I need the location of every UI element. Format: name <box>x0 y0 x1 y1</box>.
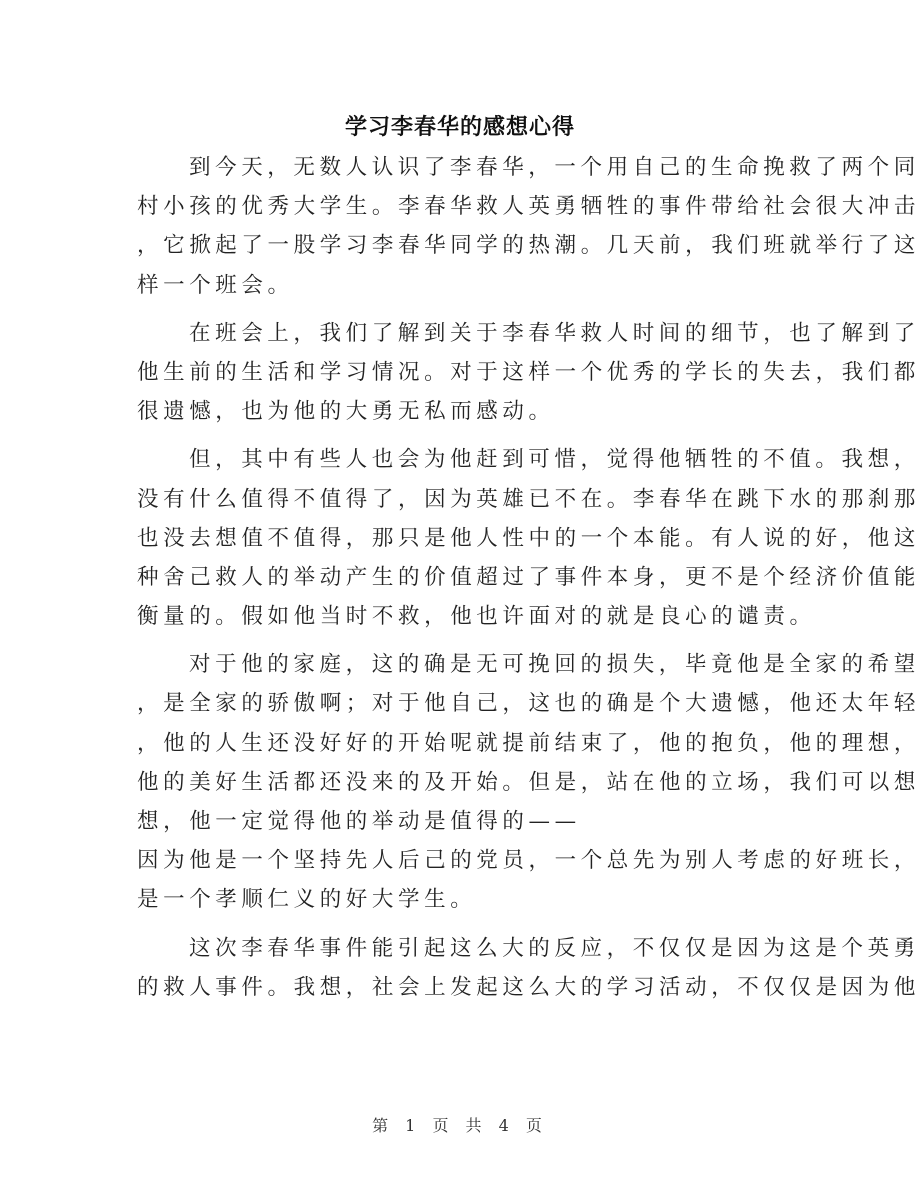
text-line: 但，其中有些人也会为他赶到可惜，觉得他牺牲的不值。我想， <box>189 447 920 473</box>
text-line: 的救人事件。我想，社会上发起这么大的学习活动，不仅仅是因为他 <box>137 974 920 1000</box>
paragraph-gap <box>137 433 777 442</box>
document-title: 学习李春华的感想心得 <box>344 115 575 140</box>
text-line: 因为他是一个坚持先人后己的党员，一个总先为别人考虑的好班长， <box>137 848 920 874</box>
text-line: 他生前的生活和学习情况。对于这样一个优秀的学长的失去，我们都 <box>137 359 920 385</box>
paragraph-5 <box>137 931 920 1009</box>
text-line: 这次李春华事件能引起这么大的反应，不仅仅是因为这是个英勇 <box>189 935 920 961</box>
paragraph-3 <box>137 442 920 638</box>
text-line: 他的美好生活都还没来的及开始。但是，站在他的立场，我们可以想 <box>137 769 920 795</box>
text-line: 村小孩的优秀大学生。李春华救人英勇牺牲的事件带给社会很大冲击 <box>137 194 920 220</box>
text-line: ，他的人生还没好好的开始呢就提前结束了，他的抱负，他的理想， <box>137 730 920 756</box>
text-line: 也没去想值不值得，那只是他人性中的一个本能。有人说的好，他这 <box>137 525 920 551</box>
text-line: ，它掀起了一股学习李春华同学的热潮。几天前，我们班就举行了这 <box>137 233 920 259</box>
text-line: ，是全家的骄傲啊；对于他自己，这也的确是个大遗憾，他还太年轻 <box>137 691 920 717</box>
text-line: 想，他一定觉得他的举动是值得的—— <box>137 809 581 834</box>
text-line: 种舍己救人的举动产生的价值超过了事件本身，更不是个经济价值能 <box>137 564 920 590</box>
paragraph-gap <box>137 922 777 931</box>
text-line: 样一个班会。 <box>137 272 294 298</box>
text-line: 对于他的家庭，这的确是无可挽回的损失，毕竟他是全家的希望 <box>189 652 920 678</box>
text-line: 没有什么值得不值得了，因为英雄已不在。李春华在跳下水的那刹那 <box>137 486 920 512</box>
page-number-footer: 第 1 页 共 4 页 <box>372 1116 548 1135</box>
text-line: 在班会上，我们了解到关于李春华救人时间的细节，也了解到了 <box>189 320 920 346</box>
text-line: 到今天，无数人认识了李春华，一个用自己的生命挽救了两个同 <box>189 155 920 180</box>
text-line: 是一个孝顺仁义的好大学生。 <box>137 887 477 913</box>
paragraph-gap <box>137 638 777 647</box>
text-line: 衡量的。假如他当时不救，他也许面对的就是良心的谴责。 <box>137 604 816 630</box>
paragraph-gap <box>137 307 777 316</box>
paragraph-2 <box>137 316 920 434</box>
text-line: 很遗憾，也为他的大勇无私而感动。 <box>137 399 555 425</box>
paragraph-1 <box>137 150 920 307</box>
document-body <box>137 150 920 1009</box>
paragraph-4 <box>137 647 920 921</box>
